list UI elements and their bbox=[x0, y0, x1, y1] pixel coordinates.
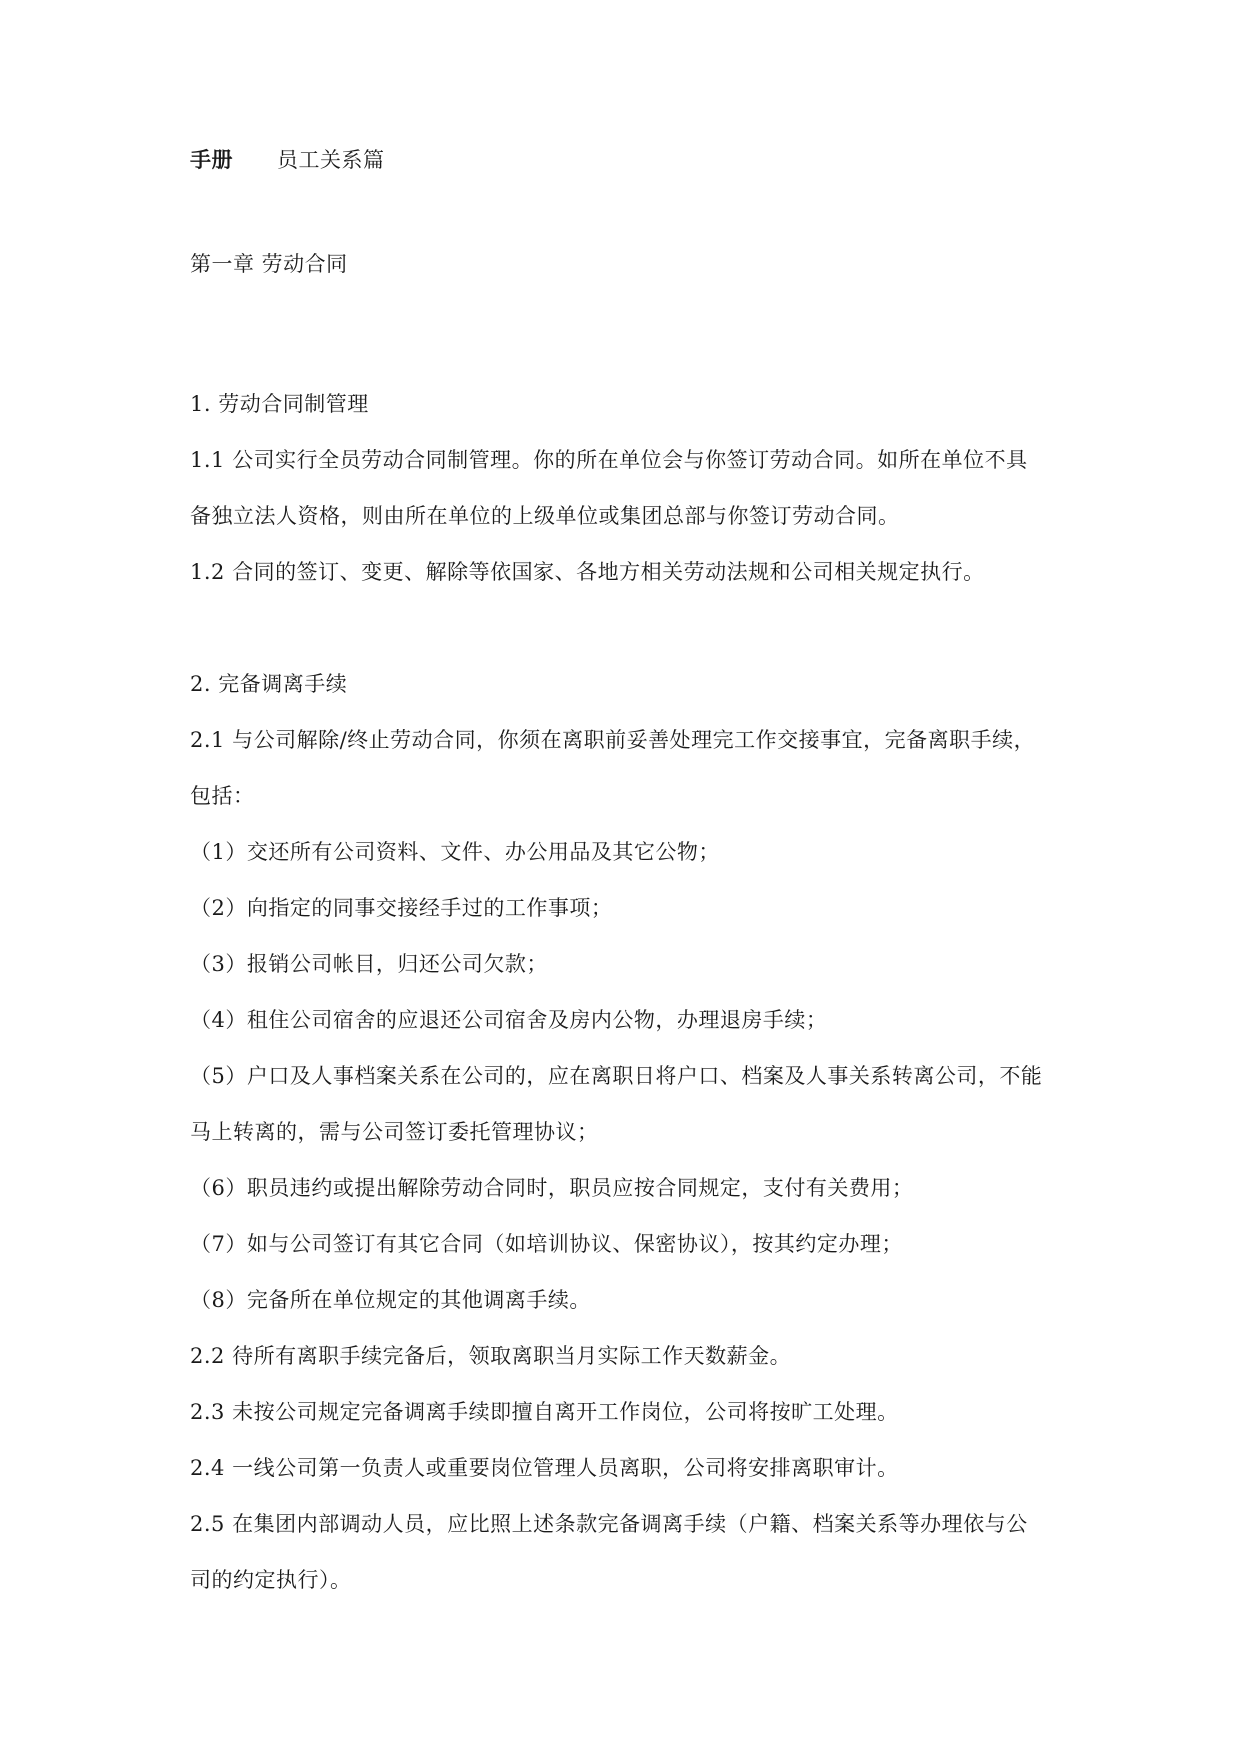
list-item: （8）完备所在单位规定的其他调离手续。 bbox=[190, 1288, 591, 1312]
chapter-title: 第一章 劳动合同 bbox=[190, 252, 348, 276]
list-item: （7）如与公司签订有其它合同（如培训协议、保密协议），按其约定办理； bbox=[190, 1232, 903, 1256]
item-2-4: 2.4 一线公司第一负责人或重要岗位管理人员离职，公司将安排离职审计。 bbox=[190, 1456, 899, 1480]
header-title-sub: 员工关系篇 bbox=[277, 148, 385, 172]
document-header bbox=[190, 146, 385, 174]
header-title-main: 手册 bbox=[190, 147, 233, 172]
section-2-heading: 2. 完备调离手续 bbox=[190, 672, 348, 696]
item-1-1-line-2: 备独立法人资格，则由所在单位的上级单位或集团总部与你签订劳动合同。 bbox=[190, 504, 900, 528]
list-item: （6）职员违约或提出解除劳动合同时，职员应按合同规定，支付有关费用； bbox=[190, 1176, 914, 1200]
item-2-2: 2.2 待所有离职手续完备后，领取离职当月实际工作天数薪金。 bbox=[190, 1344, 792, 1368]
item-2-1-line-2: 包括： bbox=[190, 784, 255, 808]
item-1-1-line-1: 1.1 公司实行全员劳动合同制管理。你的所在单位会与你签订劳动合同。如所在单位不具 bbox=[190, 448, 1028, 472]
item-2-5-line-2: 司的约定执行）。 bbox=[190, 1568, 352, 1592]
list-item: （4）租住公司宿舍的应退还公司宿舍及房内公物，办理退房手续； bbox=[190, 1008, 828, 1032]
item-1-2: 1.2 合同的签订、变更、解除等依国家、各地方相关劳动法规和公司相关规定执行。 bbox=[190, 560, 985, 584]
list-item: （1）交还所有公司资料、文件、办公用品及其它公物； bbox=[190, 840, 720, 864]
list-item: （3）报销公司帐目，归还公司欠款； bbox=[190, 952, 548, 976]
item-2-1-line-1: 2.1 与公司解除/终止劳动合同，你须在离职前妥善处理完工作交接事宜，完备离职手续， bbox=[190, 728, 1036, 752]
item-2-5-line-1: 2.5 在集团内部调动人员，应比照上述条款完备调离手续（户籍、档案关系等办理依与公 bbox=[190, 1512, 1028, 1536]
section-1-heading: 1. 劳动合同制管理 bbox=[190, 392, 369, 416]
list-item: （5）户口及人事档案关系在公司的，应在离职日将户口、档案及人事关系转离公司，不能 bbox=[190, 1064, 1043, 1088]
list-item-continuation: 马上转离的，需与公司签订委托管理协议； bbox=[190, 1120, 599, 1144]
list-item: （2）向指定的同事交接经手过的工作事项； bbox=[190, 896, 613, 920]
item-2-3: 2.3 未按公司规定完备调离手续即擅自离开工作岗位，公司将按旷工处理。 bbox=[190, 1400, 899, 1424]
